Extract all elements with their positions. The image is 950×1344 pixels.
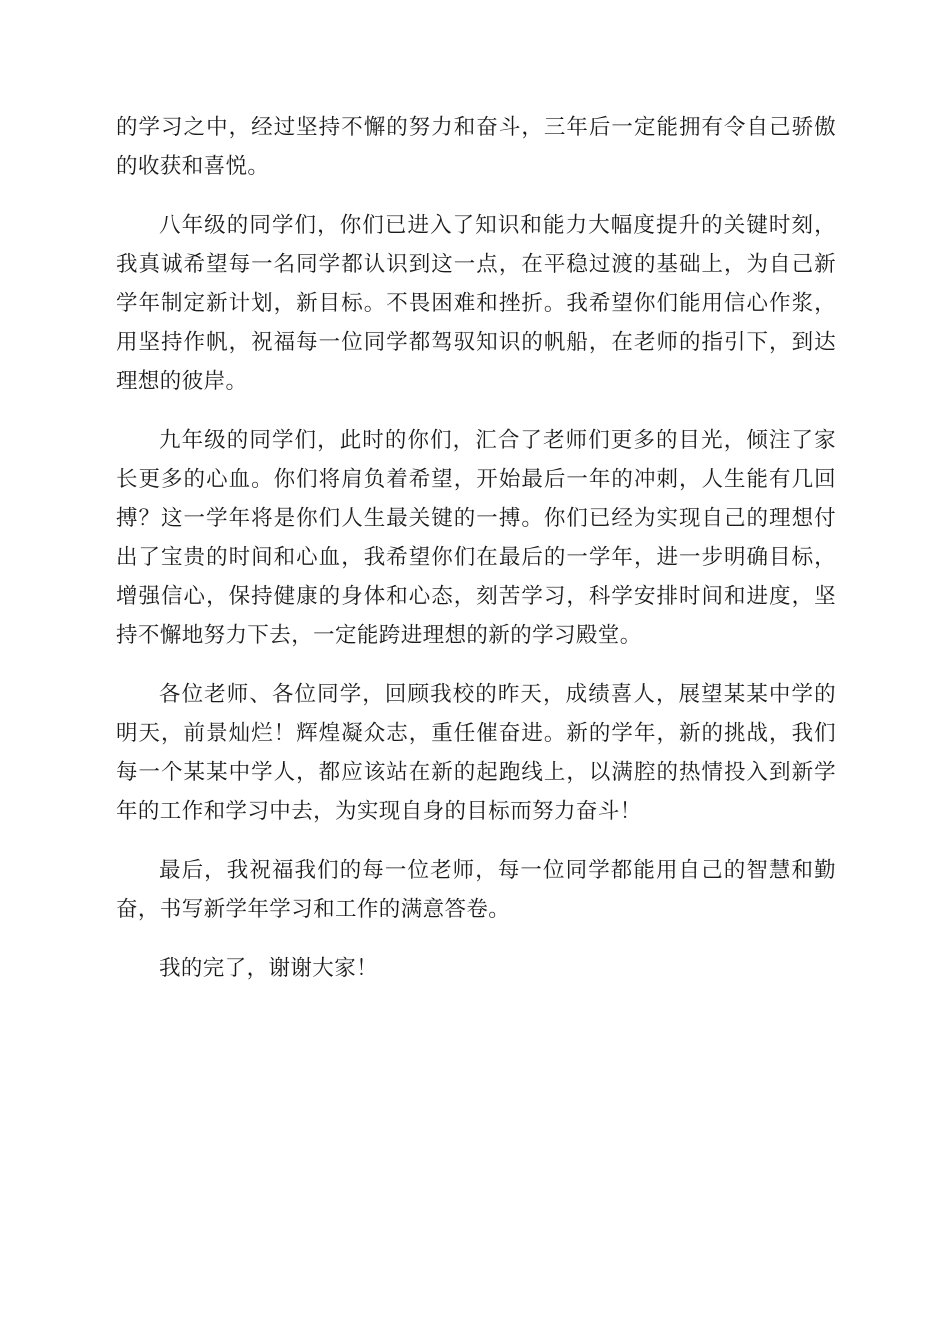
paragraph-grade-nine: 九年级的同学们，此时的你们，汇合了老师们更多的目光，倾注了家长更多的心血。你们将肩负着希望，开始最后一年的冲刺，人生能有几回搏？这一学年将是你们人生最关键的一搏。你们已经为实现自己的理想付出了宝贵的时间和心血，我希望你们在最后的一学年，进一步明确目标，增强信心，保持健康的身体和心态，刻苦学习，科学安排时间和进度，坚持不懈地努力下去，一定能跨进理想的新的学习殿堂。 <box>116 428 836 648</box>
paragraph-closing: 我的完了，谢谢大家！ <box>159 956 379 981</box>
paragraph-teachers-students: 各位老师、各位同学，回顾我校的昨天，成绩喜人，展望某某中学的明天，前景灿烂！辉煌凝众志，重任催奋进。新的学年，新的挑战，我们每一个某某中学人，都应该站在新的起跑线上，以满腔的热情投入到新学年的工作和学习中去，为实现自身的目标而努力奋斗！ <box>116 682 836 824</box>
document-body <box>116 108 836 1008</box>
paragraph-blessing: 最后，我祝福我们的每一位老师，每一位同学都能用自己的智慧和勤奋，书写新学年学习和工作的满意答卷。 <box>116 858 836 922</box>
paragraph-grade-eight: 八年级的同学们，你们已进入了知识和能力大幅度提升的关键时刻，我真诚希望每一名同学都认识到这一点，在平稳过渡的基础上，为自己新学年制定新计划，新目标。不畏困难和挫折。我希望你们能用信心作浆，用坚持作帆，祝福每一位同学都驾驭知识的帆船，在老师的指引下，到达理想的彼岸。 <box>116 213 836 394</box>
paragraph-continuation: 的学习之中，经过坚持不懈的努力和奋斗，三年后一定能拥有令自己骄傲的收获和喜悦。 <box>116 115 836 179</box>
